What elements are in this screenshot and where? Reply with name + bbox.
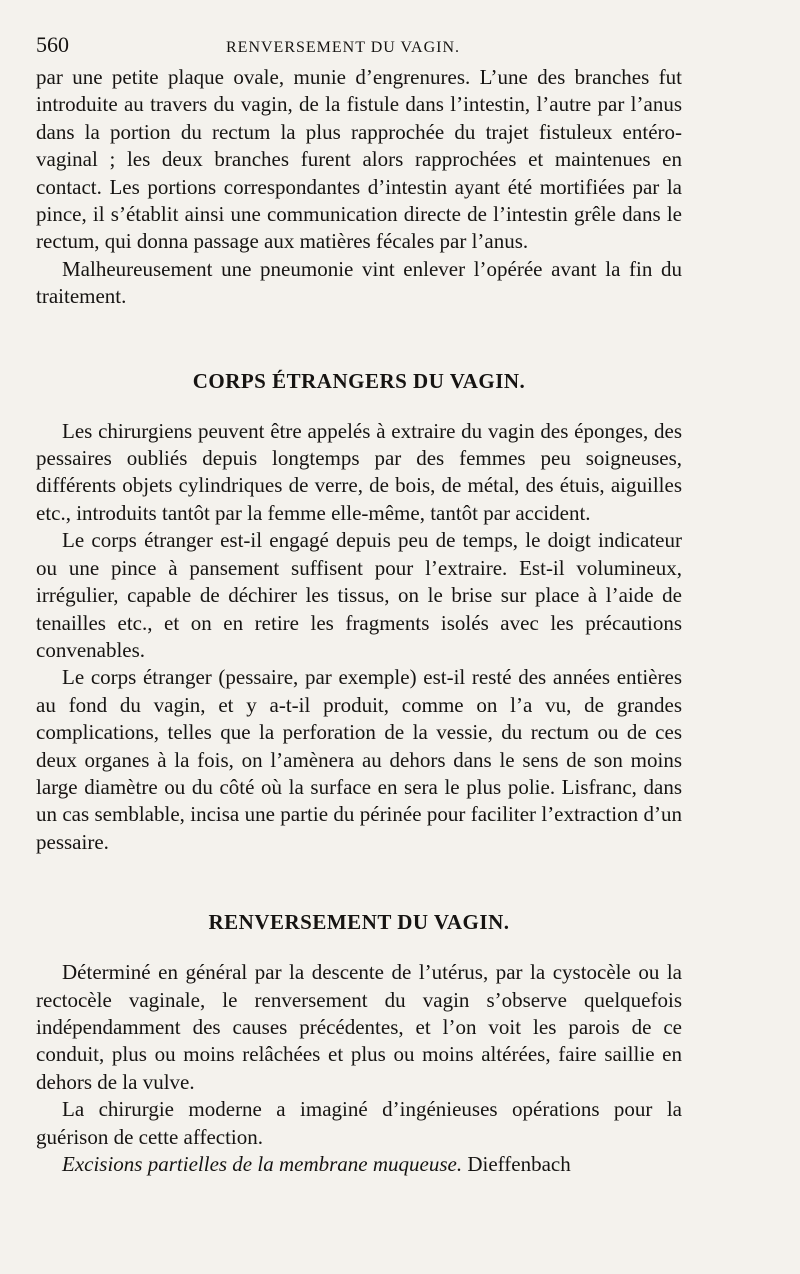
trailing-text: Dieffenbach <box>467 1152 571 1176</box>
paragraph-intro-1: par une petite plaque ovale, munie d’engrenures. L’une des branches fut introduite au travers du vagin, de la fistule dans l’intestin, l’autre par l’anus dans la portion du rectum la plus rapprochée du trajet fistuleux entéro-vaginal ; les deux branches furent alors rapprochées et maintenues en contact. Les portions correspondantes d’intestin ayant été mortifiées par la pince, il s’établit ainsi une communication directe de l’intestin grêle dans le rectum, qui donna passage aux matières fécales par l’anus. <box>36 65 682 254</box>
page-number: 560 <box>36 32 69 57</box>
italic-subheading: Excisions partielles de la membrane muqueuse. <box>62 1152 463 1176</box>
section-heading-renversement: RENVERSEMENT DU VAGIN. <box>208 910 510 935</box>
paragraph-corps-3: Le corps étranger (pessaire, par exemple) est-il resté des années entières au fond du vagin, et y a-t-il produit, comme on l’a vu, de grandes complications, telles que la perforation de la vessie, du rectum ou de ces deux organes à la fois, on l’amènera au dehors dans le sens de son moins large diamètre ou du côté où la surface en sera le plus polie. Lisfranc, dans un cas semblable, incisa une partie du périnée pour faciliter l’extraction d’un pessaire. <box>36 665 682 854</box>
paragraph-renversement-2: La chirurgie moderne a imaginé d’ingénieuses opérations pour la guérison de cette affection. <box>36 1097 682 1149</box>
paragraph-renversement-1: Déterminé en général par la descente de l’utérus, par la cystocèle ou la rectocèle vaginale, le renversement du vagin s’observe quelquefois indépendamment des causes précédentes, et l’on voit les parois de ce conduit, plus ou moins relâchées et plus ou moins altérées, faire saillie en dehors de la vulve. <box>36 960 682 1094</box>
paragraph-intro-2: Malheureusement une pneumonie vint enlever l’opérée avant la fin du traitement. <box>36 256 682 309</box>
paragraph-renversement-3 <box>36 1151 682 1178</box>
paragraph-corps-1: Les chirurgiens peuvent être appelés à extraire du vagin des éponges, des pessaires oubliés depuis longtemps par des femmes peu soigneuses, différents objets cylindriques de verre, de bois, de métal, des étuis, aiguilles etc., introduits tantôt par la femme elle-même, tantôt par accident. <box>36 418 682 525</box>
section-heading-corps-etrangers: CORPS ÉTRANGERS DU VAGIN. <box>192 368 526 393</box>
running-head <box>36 32 682 64</box>
paragraph-corps-2: Le corps étranger est-il engagé depuis peu de temps, le doigt indicateur ou une pince à pansement suffisent pour l’extraire. Est-il volumineux, irrégulier, capable de déchirer les tissus, on le brise sur place à l’aide de tenailles etc., et on en retire les fragments isolés avec les précautions convenables. <box>36 528 682 662</box>
running-title: RENVERSEMENT DU VAGIN. <box>226 39 461 56</box>
